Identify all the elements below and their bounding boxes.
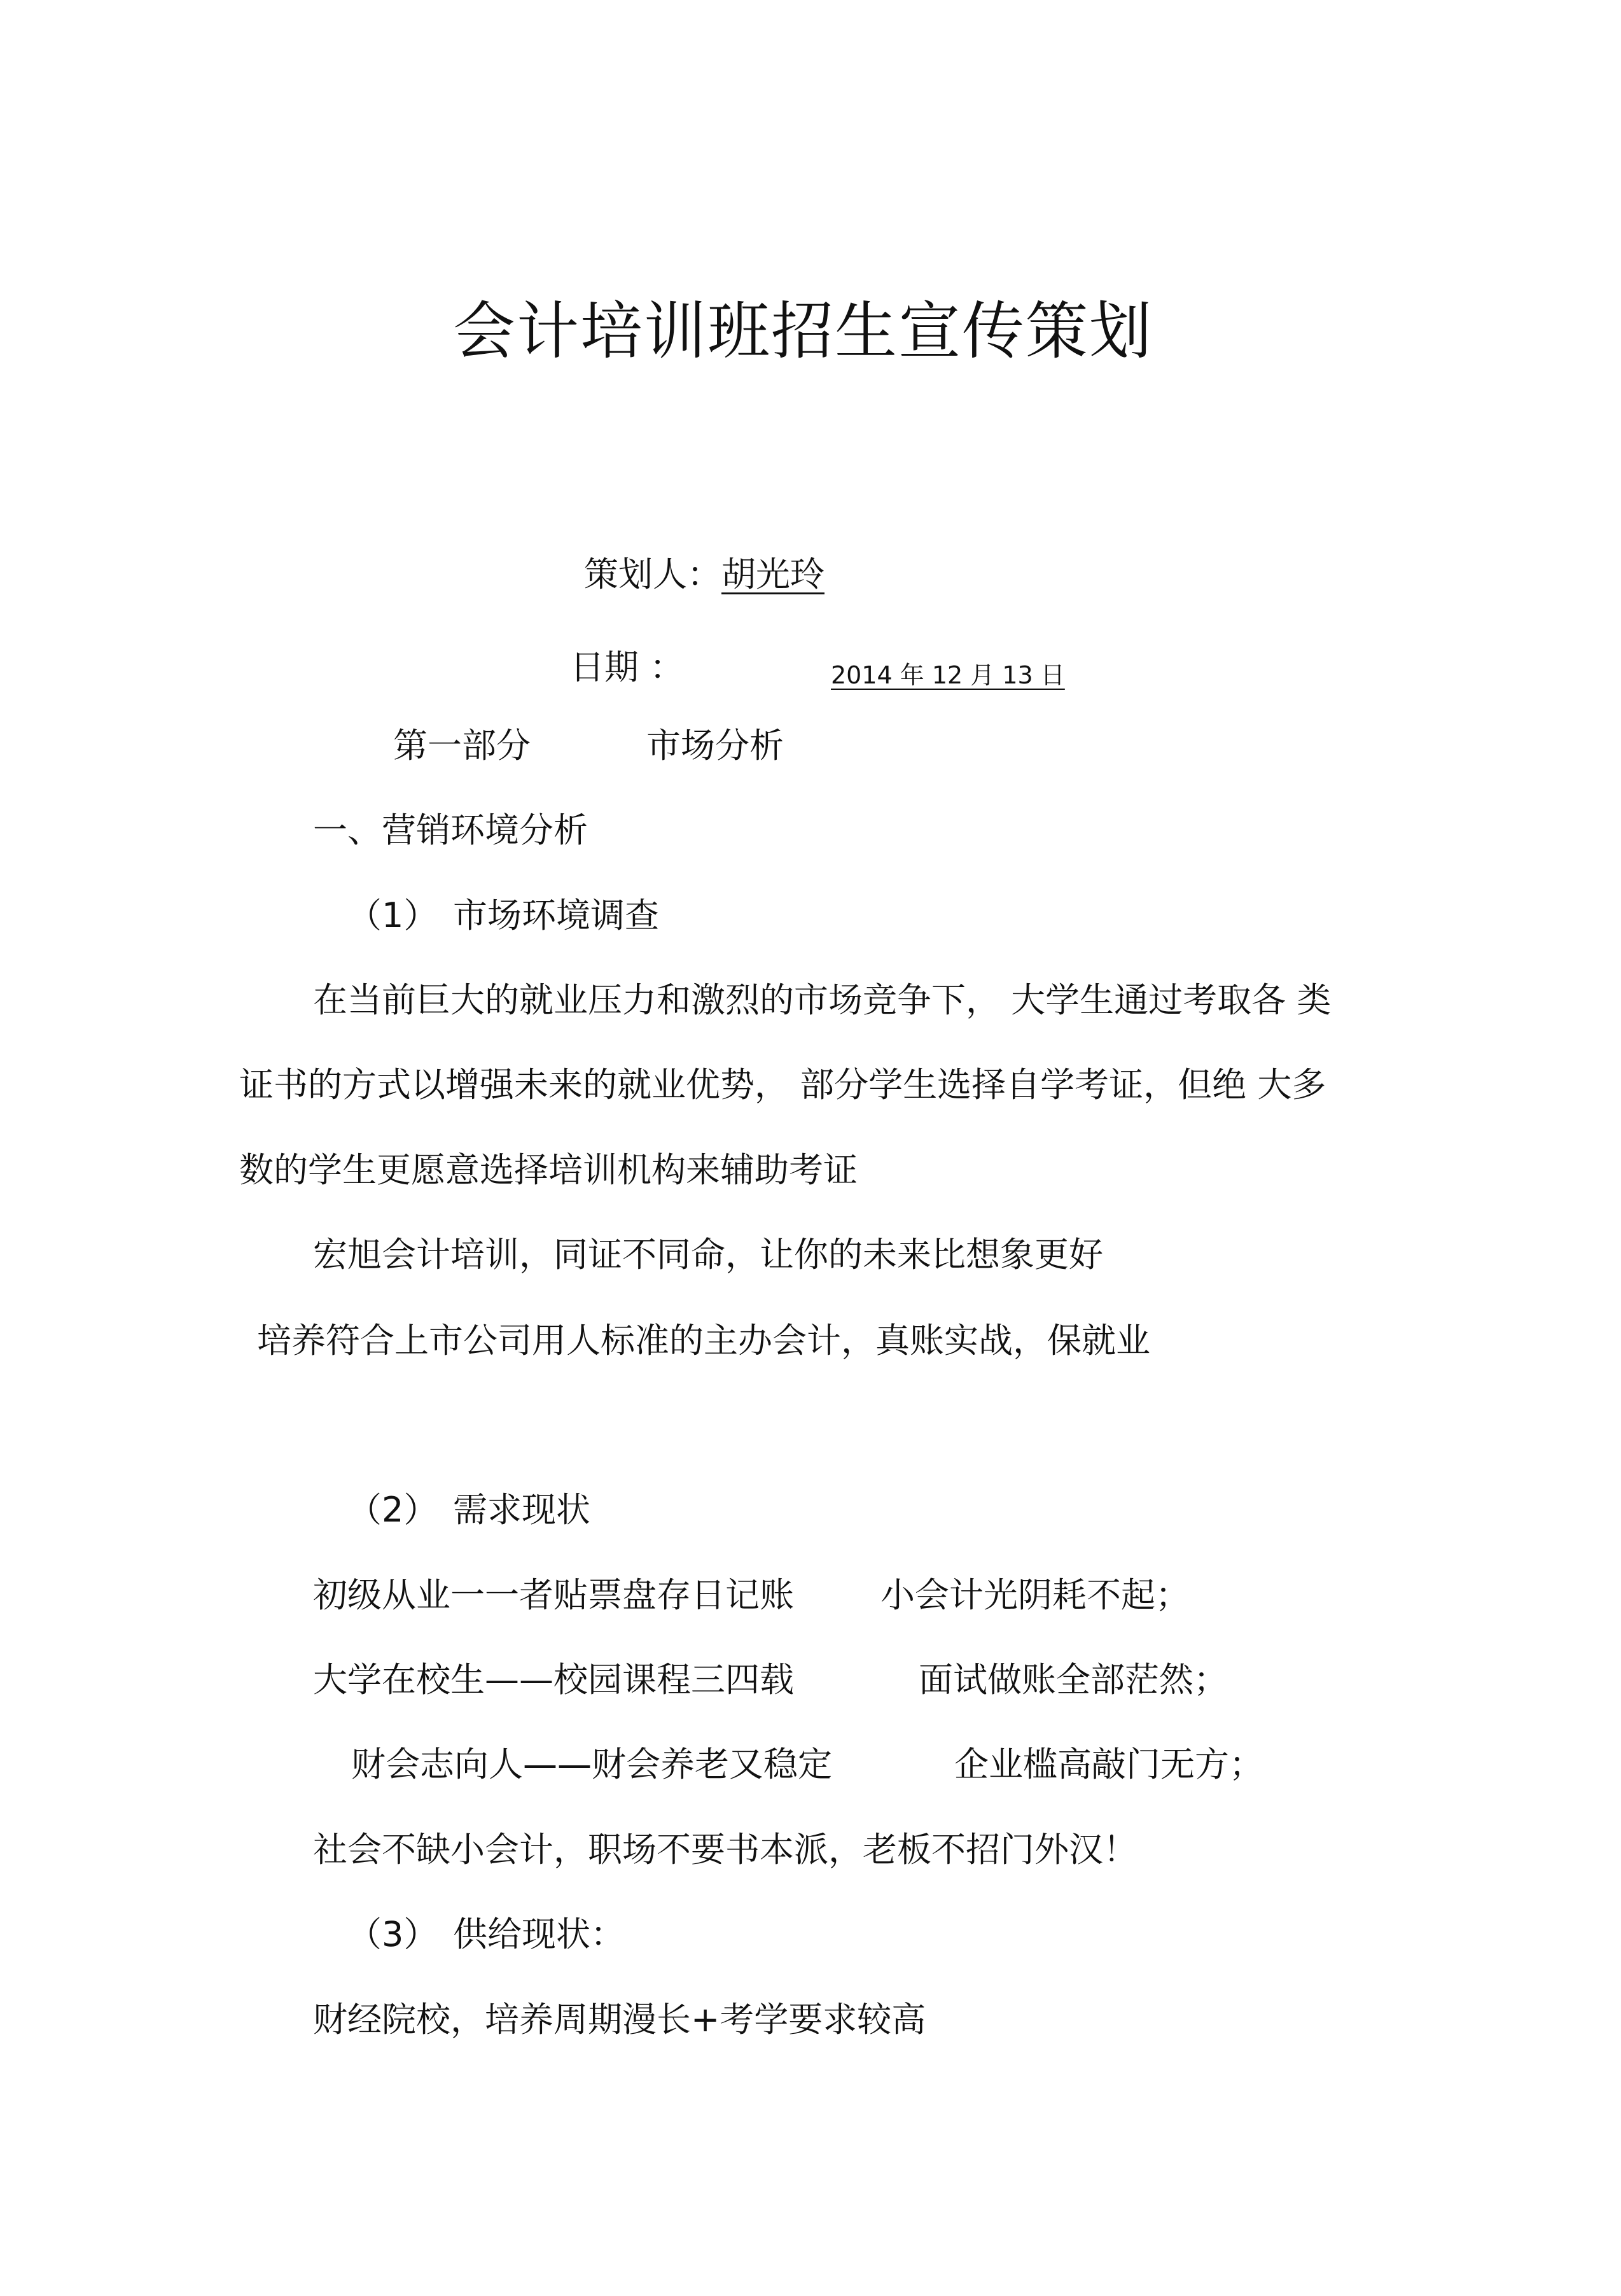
section1-heading: 一、营销环境分析: [313, 810, 588, 850]
demand-summary: 社会不缺小会计，职场不要书本派，老板不招门外汉！: [313, 1830, 1137, 1870]
item2-number: （2）: [347, 1490, 438, 1530]
demand-line-b: 小会计光阴耗不起；: [880, 1575, 1190, 1615]
paragraph-line: 证书的方式以增强未来的就业优势， 部分学生选择自学考证，但绝 大多: [239, 1065, 1326, 1105]
part-label: 第一部分: [393, 725, 531, 766]
item3-number: （3）: [347, 1914, 438, 1954]
planner-name: 胡光玲: [721, 554, 824, 594]
item1-number: （1）: [347, 895, 438, 935]
planner-line: [584, 554, 824, 594]
demand-line-a: 财会志向人——财会养老又稳定: [351, 1744, 832, 1784]
slogan-line: 宏旭会计培训，同证不同命，让你的未来比想象更好: [313, 1235, 1103, 1275]
slogan-line: 培养符合上市公司用人标准的主办会计，真账实战，保就业: [257, 1320, 1150, 1361]
item1-title: 市场环境调查: [453, 895, 659, 935]
date-label: 日期 ：: [570, 647, 685, 687]
planner-label: 策划人：: [584, 554, 721, 594]
paragraph-line: 在当前巨大的就业压力和激烈的市场竞争下， 大学生通过考取各 类: [313, 980, 1332, 1020]
demand-line-a: 初级从业一一者贴票盘存日记账: [313, 1575, 794, 1615]
item2-title: 需求现状: [453, 1490, 590, 1530]
date-value: 2014 年 12 月 13 日: [831, 661, 1065, 689]
demand-line-b: 企业槛高敲门无方；: [954, 1744, 1263, 1784]
paragraph-line: 数的学生更愿意选择培训机构来辅助考证: [239, 1150, 858, 1190]
document-title: 会计培训班招生宣传策划: [453, 295, 1153, 368]
part-title: 市场分析: [646, 725, 784, 766]
supply-line: 财经院校，培养周期漫长+考学要求较高: [313, 1999, 926, 2040]
demand-line-b: 面试做账全部茫然；: [919, 1660, 1228, 1700]
item3-title: 供给现状：: [453, 1914, 625, 1954]
demand-line-a: 大学在校生——校园课程三四载: [313, 1660, 794, 1700]
